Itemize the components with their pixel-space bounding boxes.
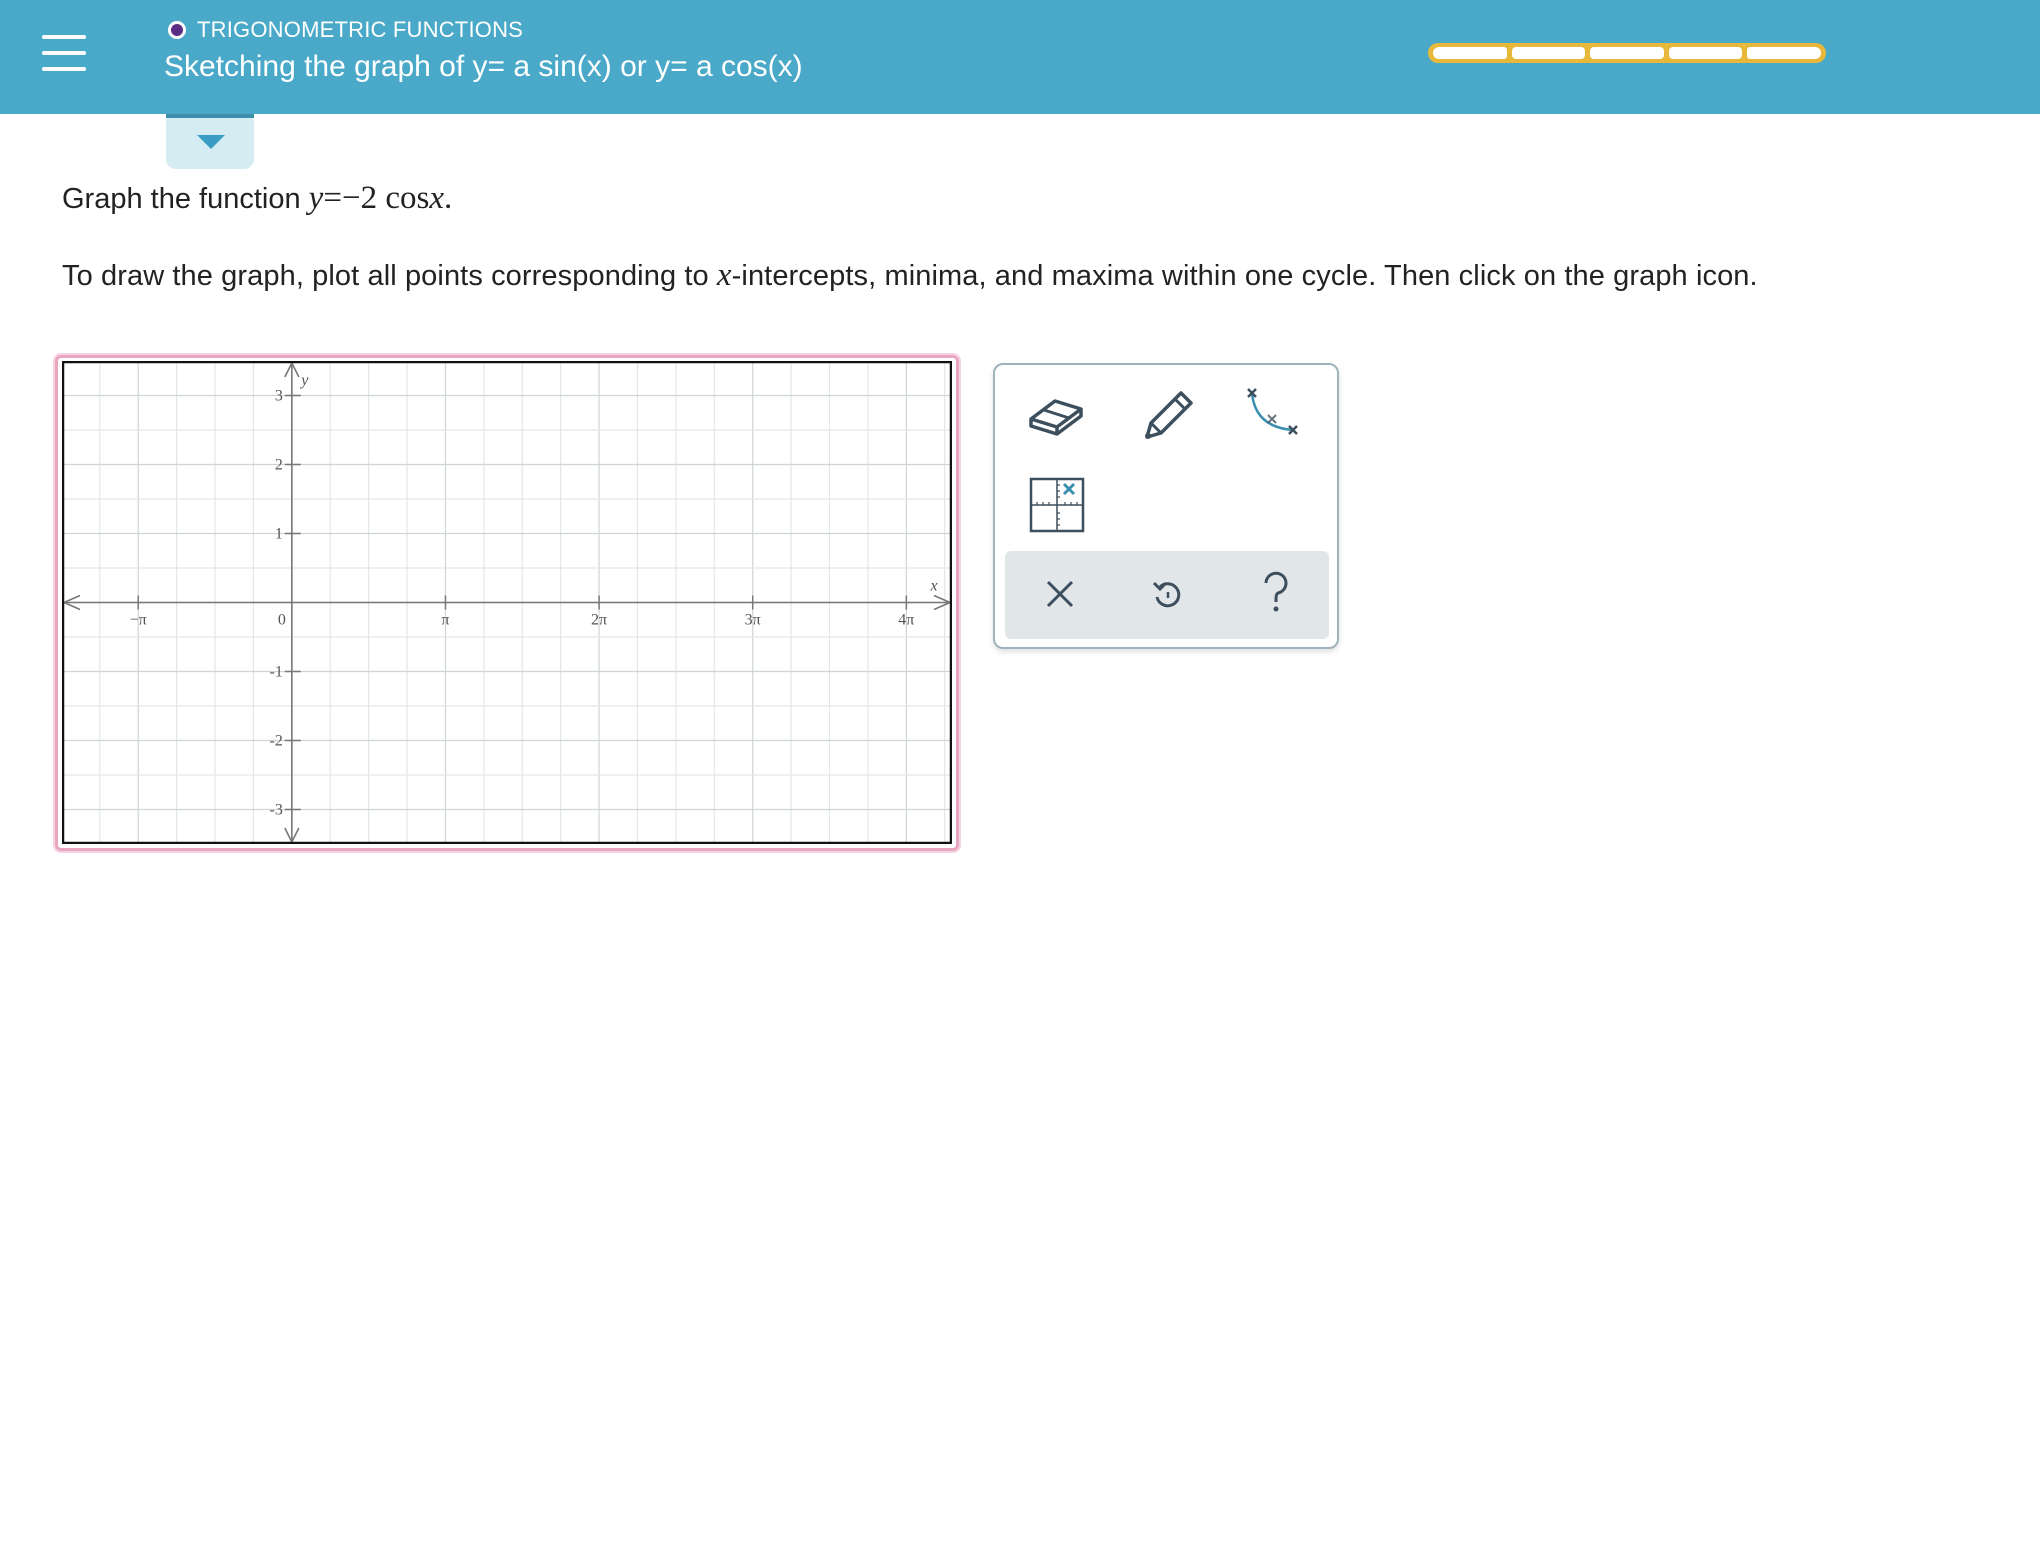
progress-segment (1669, 47, 1743, 59)
graph-tool-panel (993, 363, 1339, 649)
lesson-title: Sketching the graph of y= a sin(x) or y= a cos(x) (164, 50, 803, 83)
top-bar (0, 0, 2040, 114)
x-tick-label: 0 (277, 611, 286, 629)
graph-canvas[interactable] (62, 361, 952, 844)
eq-var: x (429, 180, 444, 216)
progress-segment (1433, 47, 1507, 59)
progress-segment (1747, 47, 1821, 59)
y-tick-label: -2 (269, 732, 283, 750)
help-icon[interactable] (1259, 571, 1293, 615)
grid-select-icon[interactable] (1029, 477, 1085, 533)
x-tick-label: π (441, 611, 450, 629)
pencil-icon[interactable] (1137, 387, 1199, 443)
eq-func: cos (385, 180, 430, 216)
x-tick-label: 4π (898, 611, 915, 629)
y-tick-label: -3 (269, 801, 283, 819)
topic-label: TRIGONOMETRIC FUNCTIONS (197, 17, 524, 42)
action-bar (1005, 551, 1329, 639)
curve-tool-icon[interactable] (1243, 387, 1305, 443)
function-equation (309, 180, 453, 216)
y-tick-label: 2 (274, 456, 283, 474)
y-tick-label: 1 (274, 525, 283, 543)
eq-coef: −2 (341, 180, 378, 216)
instruction-var: x (716, 257, 732, 293)
question-line-2 (62, 257, 1758, 294)
instruction-before: To draw the graph, plot all points corresponding to (62, 260, 709, 292)
y-tick-label: 3 (274, 387, 283, 405)
x-tick-label: −π (129, 611, 147, 629)
topic-status-dot (168, 21, 186, 39)
x-axis-label: x (930, 577, 938, 595)
topic-row (168, 17, 523, 43)
question-prefix: Graph the function (62, 183, 301, 215)
progress-bar (1428, 43, 1826, 63)
question-line-1 (62, 180, 452, 217)
undo-icon[interactable] (1151, 577, 1185, 611)
x-tick-label: 2π (591, 611, 608, 629)
expand-dropdown-button[interactable] (166, 114, 254, 169)
eraser-icon[interactable] (1025, 389, 1087, 437)
x-tick-label: 3π (744, 611, 761, 629)
eq-end: . (443, 180, 453, 216)
eq-sign: = (323, 180, 342, 216)
progress-segment (1590, 47, 1664, 59)
progress-segment (1512, 47, 1586, 59)
clear-icon[interactable] (1043, 577, 1077, 611)
eq-lhs: y (308, 180, 324, 216)
menu-icon[interactable] (42, 33, 86, 73)
instruction-after: -intercepts, minima, and maxima within one cycle. Then click on the graph icon. (731, 260, 1758, 292)
chevron-down-icon (197, 135, 225, 149)
y-tick-label: -1 (269, 663, 283, 681)
y-axis-label: y (301, 372, 309, 389)
